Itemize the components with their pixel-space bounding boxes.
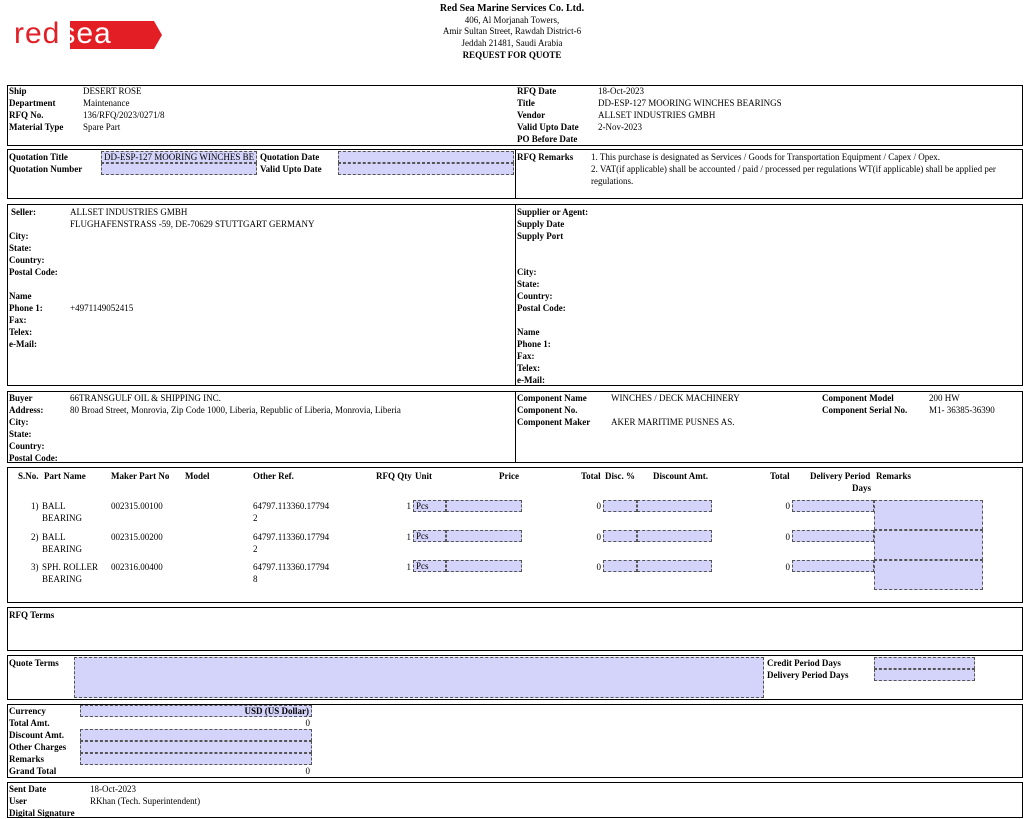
valid-upto-value: 2-Nov-2023 — [598, 122, 642, 132]
material-type-label: Material Type — [9, 122, 64, 132]
col-total: Total — [581, 471, 601, 481]
sent-date-value: 18-Oct-2023 — [90, 784, 136, 794]
rfq-remark-1: 1. This purchase is designated as Services / Goods for Transportation Equipment / Capex / Opex. — [591, 152, 941, 162]
component-serial: M1- 36385-36390 — [929, 405, 995, 415]
col-model: Model — [185, 471, 210, 481]
row-other-ref-2: 8 — [253, 574, 258, 584]
row-part-name-2: BEARING — [42, 544, 82, 554]
seller-phone: +4971149052415 — [70, 303, 134, 313]
supplier-section — [515, 204, 1023, 386]
rfq-terms-label: RFQ Terms — [9, 610, 55, 620]
seller-state-label: State: — [9, 243, 32, 253]
buyer-address: 80 Broad Street, Monrovia, Zip Code 1000, Liberia, Republic of Liberia, Monrovia, Liberia — [70, 405, 401, 415]
seller-postal-label: Postal Code: — [9, 267, 58, 277]
col-total2: Total — [770, 471, 790, 481]
row-total: 0 — [596, 532, 601, 542]
row-part-name: BALL — [42, 501, 66, 511]
seller-country-label: Country: — [9, 255, 45, 265]
col-delivery-days: Days — [852, 483, 872, 493]
component-maker: AKER MARITIME PUSNES AS. — [611, 417, 735, 427]
row-unit: Pcs — [416, 531, 429, 541]
buyer-label: Buyer — [9, 393, 33, 403]
row-remarks-input[interactable] — [874, 530, 983, 560]
row-qty: 1 — [406, 562, 411, 572]
row-part-name: BALL — [42, 532, 66, 542]
seller-section — [7, 204, 516, 386]
row-sno: 3) — [31, 562, 39, 572]
row-disc-amt-input[interactable] — [637, 560, 712, 572]
seller-email-label: e-Mail: — [9, 339, 37, 349]
quotation-valid-label: Valid Upto Date — [260, 164, 322, 174]
row-other-ref: 64797.113360.17794 — [253, 532, 330, 542]
row-unit-input[interactable] — [413, 530, 446, 542]
col-unit: Unit — [415, 471, 433, 481]
quotation-number-label: Quotation Number — [9, 164, 83, 174]
currency-value: USD (US Dollar) — [244, 706, 309, 716]
currency-select[interactable] — [80, 705, 312, 717]
row-price-input[interactable] — [446, 560, 522, 572]
rfq-date-value: 18-Oct-2023 — [598, 86, 644, 96]
supplier-state-label: State: — [517, 279, 540, 289]
buyer-country-label: Country: — [9, 441, 45, 451]
supplier-country-label: Country: — [517, 291, 553, 301]
supplier-telex-label: Telex: — [517, 363, 541, 373]
component-model-label: Component Model — [822, 393, 894, 403]
component-name-label: Component Name — [517, 393, 587, 403]
company-address-1: 406, Al Morjanah Towers, — [464, 15, 560, 25]
seller-label: Seller: — [11, 207, 36, 217]
department-value: Maintenance — [83, 98, 130, 108]
row-sno: 2) — [31, 532, 39, 542]
vendor-label: Vendor — [517, 110, 546, 120]
ship-label: Ship — [9, 86, 27, 96]
quote-terms-label: Quote Terms — [9, 658, 59, 668]
buyer-city-label: City: — [9, 417, 29, 427]
seller-fax-label: Fax: — [9, 315, 27, 325]
row-unit-input[interactable] — [413, 500, 446, 512]
row-other-ref: 64797.113360.17794 — [253, 562, 330, 572]
row-remarks-input[interactable] — [874, 500, 983, 530]
supply-port-label: Supply Port — [517, 231, 564, 241]
row-delivery-input[interactable] — [792, 500, 874, 512]
row-maker-part: 002315.00100 — [111, 501, 163, 511]
row-price-input[interactable] — [446, 500, 522, 512]
grand-total-label: Grand Total — [9, 766, 57, 776]
supplier-city-label: City: — [517, 267, 537, 277]
po-before-label: PO Before Date — [517, 134, 578, 144]
seller-name-label: Name — [9, 291, 32, 301]
title-value: DD-ESP-127 MOORING WINCHES BEARINGS — [598, 98, 782, 108]
rfq-no-value: 136/RFQ/2023/0271/8 — [83, 110, 165, 120]
row-unit-input[interactable] — [413, 560, 446, 572]
total-amt-label: Total Amt. — [9, 718, 50, 728]
row-maker-part: 002316.00400 — [111, 562, 163, 572]
supplier-label: Supplier or Agent: — [517, 207, 589, 217]
quotation-valid-input[interactable] — [338, 163, 514, 175]
company-address-3: Jeddah 21481, Saudi Arabia — [461, 38, 563, 48]
buyer-name: 66TRANSGULF OIL & SHIPPING INC. — [70, 393, 221, 403]
col-maker-part: Maker Part No — [111, 471, 170, 481]
seller-address: FLUGHAFENSTRASS -59, DE-70629 STUTTGART GERMANY — [70, 219, 315, 229]
quotation-title-input-value: DD-ESP-127 MOORING WINCHES BE — [104, 152, 255, 162]
row-unit: Pcs — [416, 501, 429, 511]
other-charges-input[interactable] — [80, 741, 312, 753]
row-other-ref: 64797.113360.17794 — [253, 501, 330, 511]
delivery-period-input[interactable] — [874, 669, 975, 681]
delivery-period-label: Delivery Period Days — [767, 670, 849, 680]
supplier-name-label: Name — [517, 327, 540, 337]
row-price-input[interactable] — [446, 530, 522, 542]
supplier-email-label: e-Mail: — [517, 375, 545, 385]
row-delivery-input[interactable] — [792, 560, 874, 572]
col-rfq-qty: RFQ Qty — [376, 471, 412, 481]
rfq-remark-2b: regulations. — [591, 176, 634, 186]
buyer-state-label: State: — [9, 429, 32, 439]
rfq-remarks-label: RFQ Remarks — [517, 152, 574, 162]
rfq-remark-2a: 2. VAT(if applicable) shall be accounted / paid / processed per regulations WT(if applicable) shall be applied per — [591, 164, 996, 174]
supplier-phone-label: Phone 1: — [517, 339, 551, 349]
supplier-fax-label: Fax: — [517, 351, 535, 361]
company-address-2: Amir Sultan Street, Rawdah District-6 — [442, 26, 582, 36]
col-other-ref: Other Ref. — [253, 471, 294, 481]
quotation-date-label: Quotation Date — [260, 152, 320, 162]
quotation-title-label: Quotation Title — [9, 152, 68, 162]
row-qty: 1 — [406, 501, 411, 511]
logo-text-white: sea — [60, 17, 112, 50]
component-model: 200 HW — [929, 393, 960, 403]
col-disc-amt: Discount Amt. — [653, 471, 709, 481]
row-disc-input[interactable] — [603, 500, 637, 512]
rfq-no-label: RFQ No. — [9, 110, 44, 120]
col-sno: S.No. — [18, 471, 39, 481]
rfq-terms-section — [7, 607, 1023, 651]
col-price: Price — [499, 471, 519, 481]
seller-phone-label: Phone 1: — [9, 303, 43, 313]
buyer-postal-label: Postal Code: — [9, 453, 58, 463]
seller-city-label: City: — [9, 231, 29, 241]
sent-date-label: Sent Date — [9, 784, 47, 794]
ship-value: DESERT ROSE — [83, 86, 142, 96]
row-sno: 1) — [31, 501, 39, 511]
doc-title: REQUEST FOR QUOTE — [462, 50, 562, 60]
row-part-name-2: BEARING — [42, 513, 82, 523]
component-maker-label: Component Maker — [517, 417, 591, 427]
seller-telex-label: Telex: — [9, 327, 33, 337]
row-total2: 0 — [785, 562, 790, 572]
row-part-name-2: BEARING — [42, 574, 82, 584]
title-label: Title — [517, 98, 535, 108]
valid-upto-label: Valid Upto Date — [517, 122, 579, 132]
currency-label: Currency — [9, 706, 46, 716]
seller-name: ALLSET INDUSTRIES GMBH — [70, 207, 188, 217]
row-disc-amt-input[interactable] — [637, 530, 712, 542]
user-label: User — [9, 796, 27, 806]
vendor-value: ALLSET INDUSTRIES GMBH — [598, 110, 716, 120]
quotation-date-input[interactable] — [338, 151, 514, 163]
logo-text-red: red — [14, 17, 61, 50]
credit-period-label: Credit Period Days — [767, 658, 841, 668]
component-name: WINCHES / DECK MACHINERY — [611, 393, 740, 403]
row-disc-input[interactable] — [603, 560, 637, 572]
col-delivery: Delivery Period — [810, 471, 871, 481]
credit-period-input[interactable] — [874, 657, 975, 669]
component-serial-label: Component Serial No. — [822, 405, 908, 415]
digital-signature-label: Digital Signature — [9, 808, 75, 818]
row-delivery-input[interactable] — [792, 530, 874, 542]
col-remarks: Remarks — [876, 471, 911, 481]
buyer-address-label: Address: — [9, 405, 44, 415]
logo-text — [14, 18, 164, 50]
component-no-label: Component No. — [517, 405, 578, 415]
row-unit: Pcs — [416, 561, 429, 571]
grand-total-value: 0 — [305, 766, 310, 776]
row-total: 0 — [596, 562, 601, 572]
row-total2: 0 — [785, 501, 790, 511]
rfq-date-label: RFQ Date — [517, 86, 557, 96]
quote-terms-input[interactable] — [74, 657, 764, 698]
supplier-postal-label: Postal Code: — [517, 303, 566, 313]
material-type-value: Spare Part — [83, 122, 121, 132]
quotation-title-input[interactable] — [101, 151, 257, 163]
discount-amt-input[interactable] — [80, 729, 312, 741]
row-total2: 0 — [785, 532, 790, 542]
row-part-name: SPH. ROLLER — [42, 562, 99, 572]
row-total: 0 — [596, 501, 601, 511]
quotation-number-input[interactable] — [101, 163, 257, 175]
row-maker-part: 002315.00200 — [111, 532, 163, 542]
remarks-label: Remarks — [9, 754, 44, 764]
row-disc-amt-input[interactable] — [637, 500, 712, 512]
discount-amt-label: Discount Amt. — [9, 730, 65, 740]
col-part-name: Part Name — [44, 471, 86, 481]
user-value: RKhan (Tech. Superintendent) — [90, 796, 201, 806]
company-name: Red Sea Marine Services Co. Ltd. — [439, 3, 585, 14]
col-disc: Disc. % — [605, 471, 635, 481]
row-remarks-input[interactable] — [874, 560, 983, 590]
total-amt-value: 0 — [305, 718, 310, 728]
company-logo — [12, 18, 162, 52]
other-charges-label: Other Charges — [9, 742, 67, 752]
row-qty: 1 — [406, 532, 411, 542]
supply-date-label: Supply Date — [517, 219, 565, 229]
department-label: Department — [9, 98, 56, 108]
row-other-ref-2: 2 — [253, 544, 258, 554]
remarks-input[interactable] — [80, 753, 312, 765]
row-disc-input[interactable] — [603, 530, 637, 542]
row-other-ref-2: 2 — [253, 513, 258, 523]
